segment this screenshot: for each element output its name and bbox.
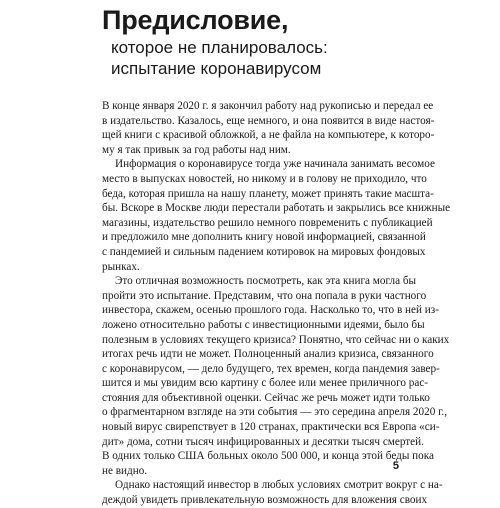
text-line: беда, которая пришла на нашу планету, может принять такие масшта- [102, 187, 434, 200]
text-line: ложено относительно работы с инвестиционными идеями, было бы [102, 318, 425, 331]
paragraph [102, 274, 450, 478]
text-line: деждой увидеть привлекательную возможность для вложения своих [102, 494, 428, 507]
chapter-subtitle-line: испытание коронавирусом [111, 59, 322, 78]
text-line: в издательство. Казалось, еще немного, и она появится в виде настоя- [102, 114, 435, 127]
paragraph [102, 478, 443, 507]
text-line: В одних только США больных около 500 000, и конца этой беды пока [102, 450, 434, 463]
text-line: му я так привык за год работы над ним. [102, 143, 291, 156]
chapter-title: Предисловие, [102, 5, 289, 35]
text-line: место в выпусках новостей, но никому и в голову не приходило, что [102, 172, 427, 185]
text-line: магазины, издательство решило немного повременить с публикацией [102, 216, 433, 229]
text-line: пройти это испытание. Представим, что она попала в руки частного [102, 289, 427, 302]
page-number: 5 [392, 460, 399, 472]
chapter-heading [102, 6, 482, 79]
text-line: о фрагментарном взгляде на эти события — это середина апреля 2020 г., [102, 406, 448, 419]
chapter-subtitle-line: которое не планировалось: [111, 38, 328, 57]
text-line: инвестора, скажем, осенью прошлого года. Насколько то, что в ней из- [102, 304, 439, 317]
text-line: и предложило мне дополнить книгу новой информацией, связанной [102, 231, 426, 244]
text-line: Информация о коронавирусе тогда уже начинала занимать весомое [115, 158, 435, 171]
text-line: В конце января 2020 г. я закончил работу над рукописью и передал ее [102, 100, 434, 112]
body-text [102, 99, 451, 508]
text-line: дит» дома, сотни тысяч инфицированных и десятки тысяч смертей. [102, 435, 424, 448]
text-line: с коронавирусом, — дело будущего, тех времен, когда пандемия завер- [102, 362, 440, 375]
paragraph [102, 99, 435, 157]
text-line: новый вирус свирепствует в 120 странах, практически вся Европа «си- [102, 421, 440, 434]
text-line: не видно. [102, 464, 148, 477]
text-line: рынках. [102, 260, 140, 273]
text-line: итогах речь идти не может. Полноценный анализ кризиса, связанного [102, 348, 434, 361]
text-line: стояния для объективной оценки. Сейчас же речь может идти только [102, 391, 430, 404]
text-line: щей книги с красивой обложкой, а не файла на компьютере, к которо- [102, 129, 435, 142]
text-line: шится и мы увидим всю картину с более или менее приличного рас- [102, 377, 429, 390]
text-line: с пандемией и сильным падением котировок на мировых фондовых [102, 245, 426, 258]
chapter-subtitle [111, 37, 482, 79]
text-line: полезным в условиях текущего кризиса? Понятно, что сейчас ни о каких [102, 333, 450, 346]
text-line: Это отличная возможность посмотреть, как эта книга могла бы [115, 275, 417, 288]
paragraph [102, 157, 451, 274]
text-line: Однако настоящий инвестор в любых условиях смотрит вокруг с на- [115, 479, 443, 492]
text-line: бы. Вскоре в Москве люди перестали работать и закрылись все книжные [102, 202, 451, 215]
